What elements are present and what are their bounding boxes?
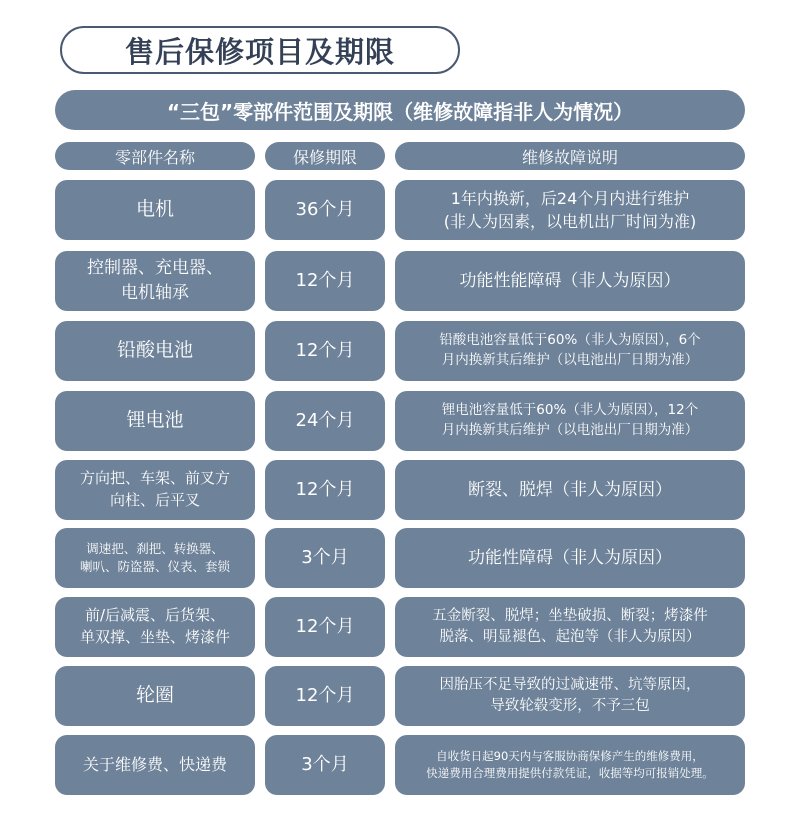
row-6-desc: 五金断裂、脱焊；坐垫破损、断裂；烤漆件 脱落、明显褪色、起泡等（非人为原因） [395, 597, 745, 657]
header-part-name: 零部件名称 [55, 142, 255, 170]
row-8-desc: 自收货日起90天内与客服协商保修产生的维修费用， 快递费用合理费用提供付款凭证，收据等均可报销处理。 [395, 735, 745, 795]
row-2-desc: 铅酸电池容量低于60%（非人为原因），6个 月内换新其后维护（以电池出厂日期为准） [395, 321, 745, 381]
row-7-desc: 因胎压不足导致的过减速带、坑等原因， 导致轮毂变形，不予三包 [395, 666, 745, 726]
row-3-part: 锂电池 [55, 391, 255, 451]
row-2-period: 12个月 [265, 321, 385, 381]
section-banner: “三包”零部件范围及期限（维修故障指非人为情况） [55, 90, 745, 130]
row-1-desc: 功能性能障碍（非人为原因） [395, 251, 745, 311]
row-5-period: 3个月 [265, 528, 385, 588]
page-title: 售后保修项目及期限 [60, 26, 460, 74]
row-0-period: 36个月 [265, 180, 385, 240]
row-0-desc: 1年内换新，后24个月内进行维护 (非人为因素，以电机出厂时间为准) [395, 180, 745, 240]
row-4-desc: 断裂、脱焊（非人为原因） [395, 460, 745, 520]
row-8-part: 关于维修费、快递费 [55, 735, 255, 795]
row-6-period: 12个月 [265, 597, 385, 657]
row-5-part: 调速把、刹把、转换器、 喇叭、防盗器、仪表、套锁 [55, 528, 255, 588]
row-7-part: 轮圈 [55, 666, 255, 726]
header-fault-description: 维修故障说明 [395, 142, 745, 170]
row-1-part: 控制器、充电器、 电机轴承 [55, 251, 255, 311]
row-8-period: 3个月 [265, 735, 385, 795]
row-4-period: 12个月 [265, 460, 385, 520]
header-warranty-period: 保修期限 [265, 142, 385, 170]
row-5-desc: 功能性障碍（非人为原因） [395, 528, 745, 588]
row-0-part: 电机 [55, 180, 255, 240]
row-3-period: 24个月 [265, 391, 385, 451]
row-3-desc: 锂电池容量低于60%（非人为原因），12个 月内换新其后维护（以电池出厂日期为准） [395, 391, 745, 451]
row-4-part: 方向把、车架、前叉方 向柱、后平叉 [55, 460, 255, 520]
row-1-period: 12个月 [265, 251, 385, 311]
row-7-period: 12个月 [265, 666, 385, 726]
row-2-part: 铅酸电池 [55, 321, 255, 381]
row-6-part: 前/后减震、后货架、 单双撑、坐垫、烤漆件 [55, 597, 255, 657]
